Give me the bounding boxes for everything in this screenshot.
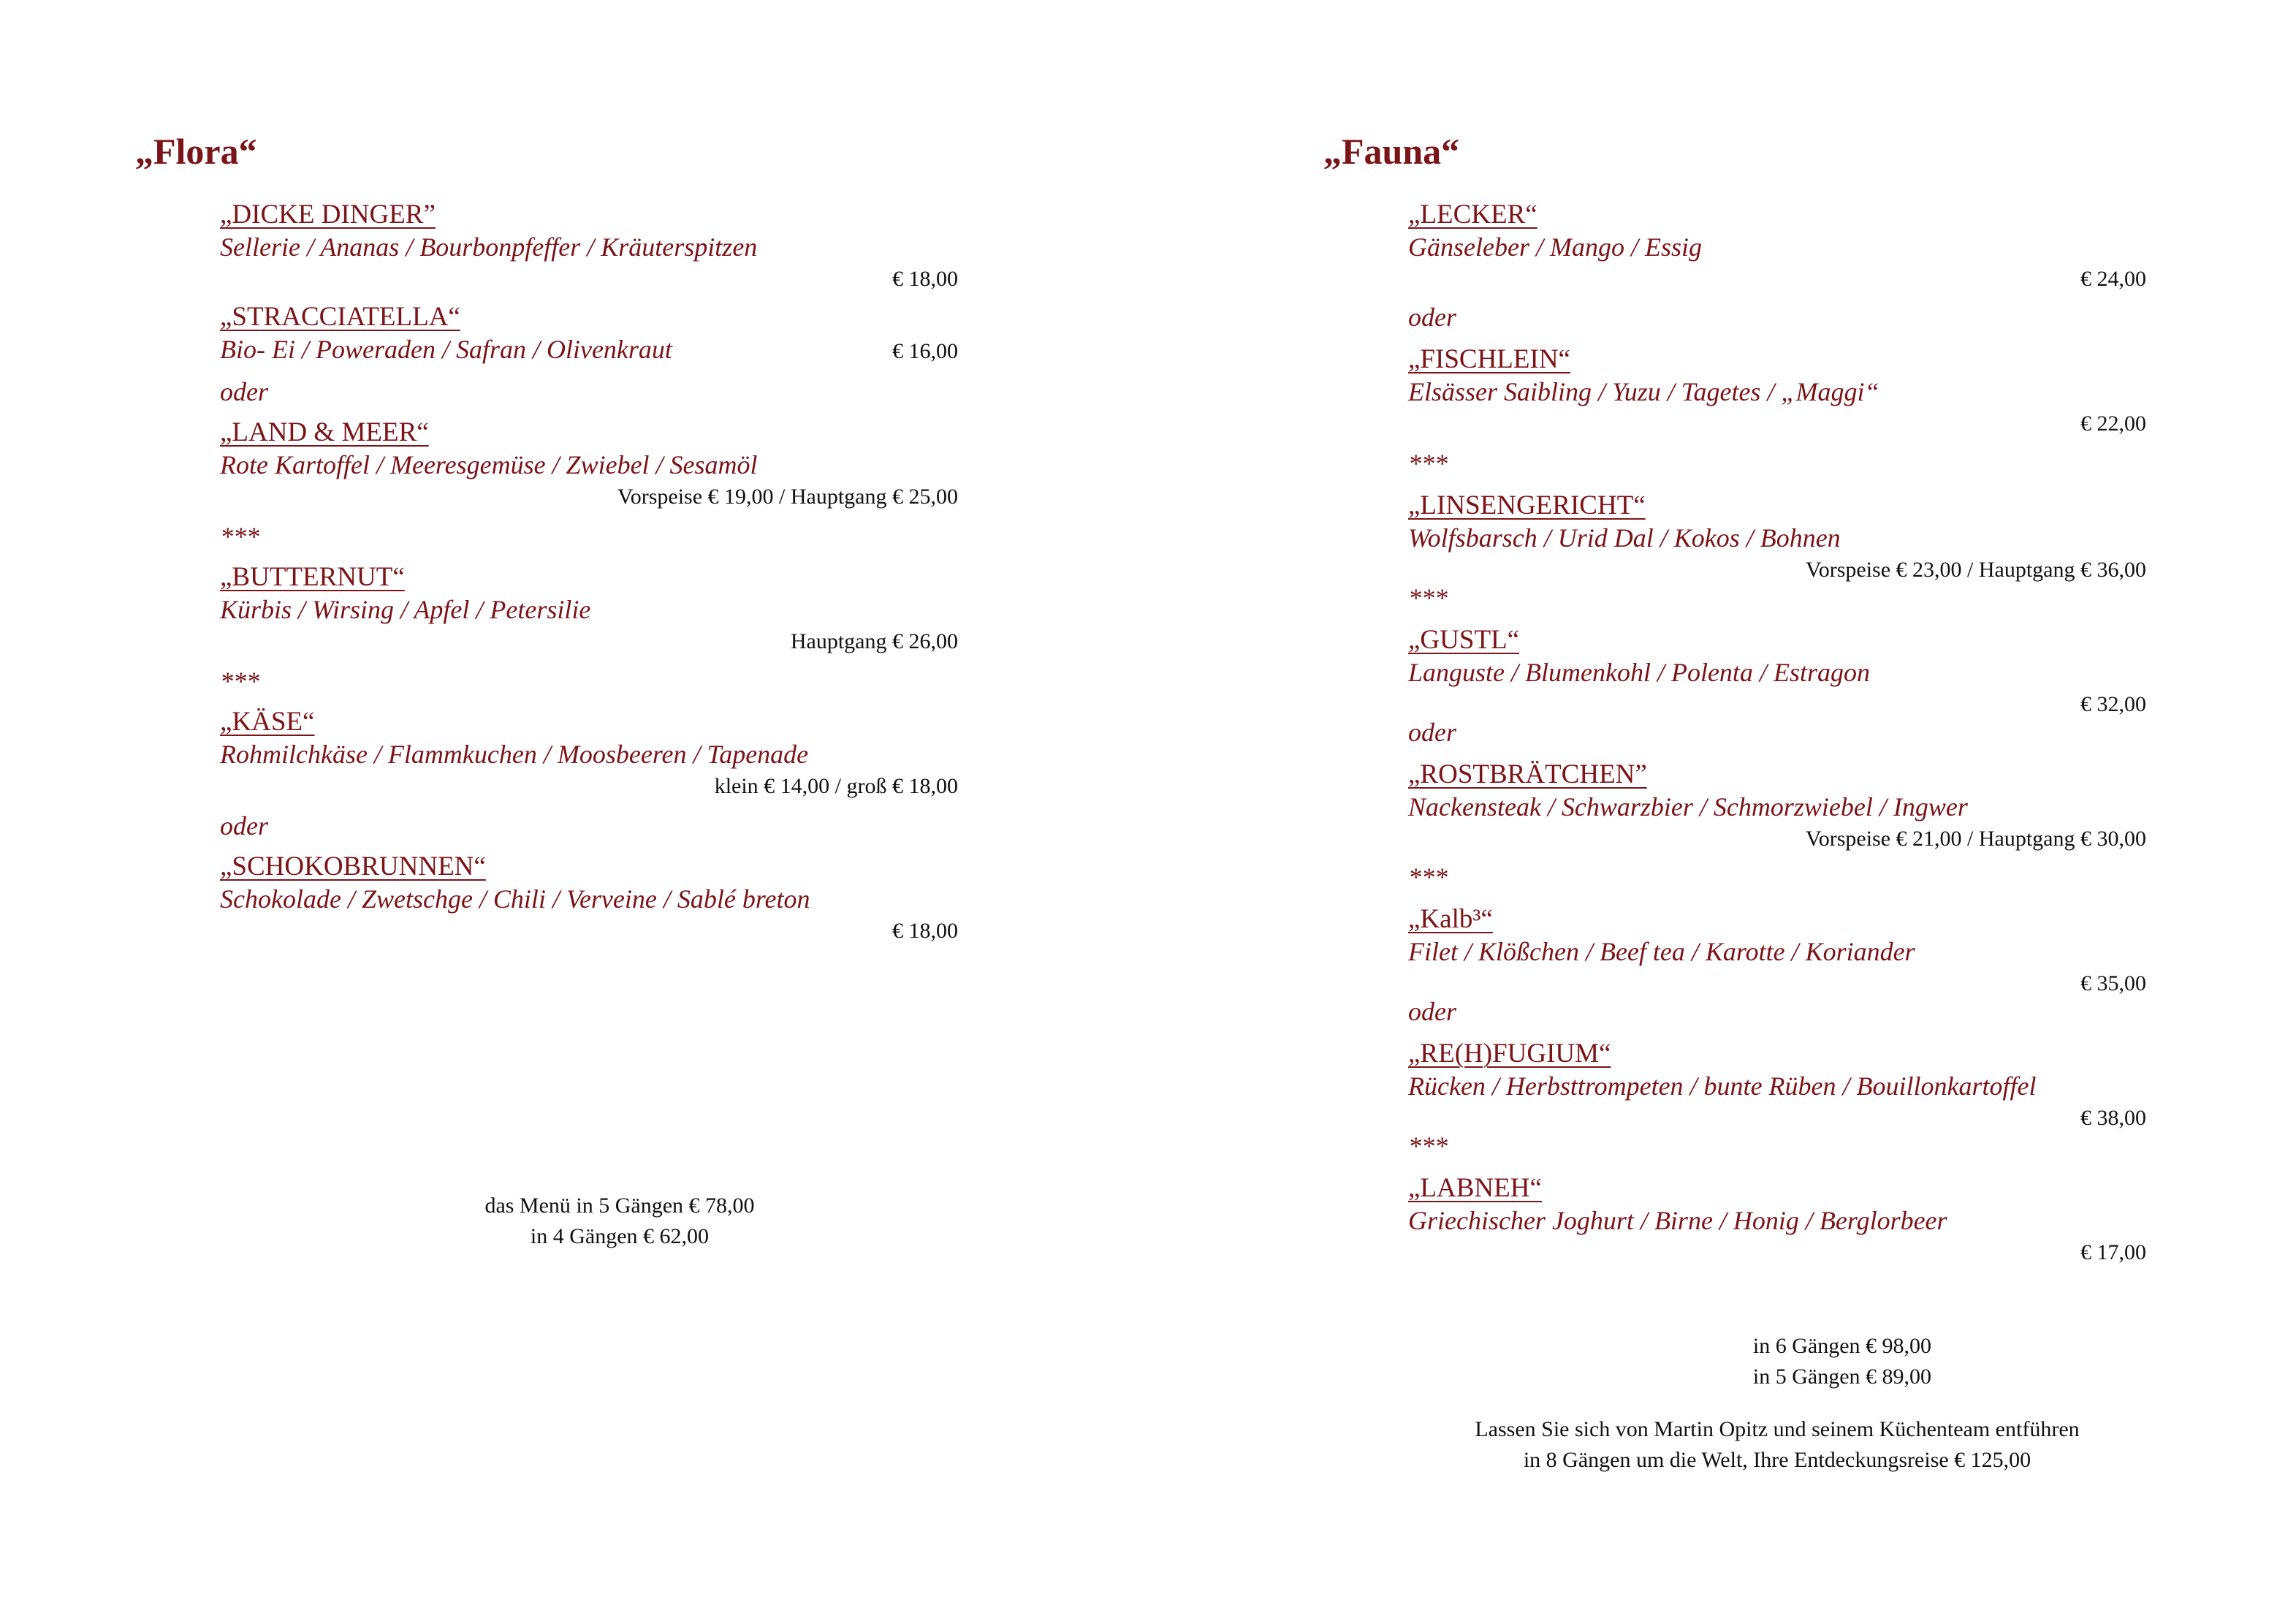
fauna-discovery-price: in 8 Gängen um die Welt, Ihre Entdeckungsreise € 125,00: [1523, 1448, 2031, 1472]
dish-title: „Kalb³“: [1408, 904, 1493, 934]
separator-stars: ***: [220, 522, 259, 551]
dish-description: Rohmilchkäse / Flammkuchen / Moosbeeren / Tapenade: [220, 740, 809, 769]
flora-heading: „Flora“: [135, 131, 257, 172]
dish-title: „ROSTBRÄTCHEN”: [1408, 759, 1647, 789]
flora-menu-price-4: in 4 Gängen € 62,00: [530, 1224, 710, 1248]
flora-menu-price-5: das Menü in 5 Gängen € 78,00: [484, 1194, 755, 1218]
dish-description: Gänseleber / Mango / Essig: [1408, 232, 1702, 262]
separator-stars: ***: [1408, 583, 1448, 612]
flora-dish-land-meer: [220, 417, 958, 513]
flora-dish-kaese: [220, 706, 958, 802]
dish-price: Vorspeise € 23,00 / Hauptgang € 36,00: [1805, 558, 2146, 582]
dish-price: Vorspeise € 21,00 / Hauptgang € 30,00: [1805, 827, 2146, 851]
dish-price: Hauptgang € 26,00: [790, 629, 958, 653]
dish-price: € 18,00: [892, 919, 958, 943]
separator-stars: ***: [220, 667, 259, 696]
dish-description: Rote Kartoffel / Meeresgemüse / Zwiebel / Sesamöl: [220, 450, 758, 479]
dish-title: „FISCHLEIN“: [1408, 344, 1570, 374]
dish-description: Filet / Klößchen / Beef tea / Karotte / Koriander: [1408, 937, 1915, 966]
dish-price: € 18,00: [892, 267, 958, 291]
fauna-discovery-note: Lassen Sie sich von Martin Opitz und seinem Küchenteam entführen: [1475, 1417, 2080, 1441]
dish-title: „KÄSE“: [220, 707, 315, 737]
dish-price: € 24,00: [2080, 267, 2146, 291]
flora-dish-schokobrunnen: [220, 851, 958, 947]
separator-oder: oder: [220, 811, 268, 841]
dish-description: Nackensteak / Schwarzbier / Schmorzwiebel / Ingwer: [1408, 792, 1968, 822]
dish-description: Wolfsbarsch / Urid Dal / Kokos / Bohnen: [1408, 523, 1841, 553]
fauna-dish-linsengericht: [1408, 490, 2146, 586]
flora-dish-stracciatella: [220, 301, 958, 368]
dish-description: Bio- Ei / Poweraden / Safran / Olivenkraut: [220, 335, 672, 364]
dish-price: € 16,00: [892, 339, 958, 363]
dish-price: € 17,00: [2080, 1240, 2146, 1264]
dish-title: „STRACCIATELLA“: [220, 302, 460, 332]
fauna-menu-price-5: in 5 Gängen € 89,00: [1752, 1365, 1932, 1389]
fauna-menu-price-6: in 6 Gängen € 98,00: [1752, 1334, 1932, 1358]
separator-stars: ***: [1408, 449, 1448, 478]
dish-price: € 32,00: [2080, 692, 2146, 716]
dish-title: „LAND & MEER“: [220, 417, 429, 447]
fauna-dish-lecker: [1408, 199, 2146, 295]
dish-price: Vorspeise € 19,00 / Hauptgang € 25,00: [617, 485, 958, 509]
separator-oder: oder: [220, 377, 268, 406]
separator-stars: ***: [1408, 862, 1448, 892]
fauna-column: [1148, 0, 2296, 1624]
separator-oder: oder: [1408, 303, 1456, 332]
dish-description: Languste / Blumenkohl / Polenta / Estragon: [1408, 658, 1870, 687]
fauna-dish-fischlein: [1408, 344, 2146, 440]
dish-description: Rücken / Herbsttrompeten / bunte Rüben / Bouillonkartoffel: [1408, 1071, 2037, 1101]
dish-price: klein € 14,00 / groß € 18,00: [714, 774, 958, 798]
fauna-dish-labneh: [1408, 1172, 2146, 1269]
dish-description: Elsässer Saibling / Yuzu / Tagetes / „Maggi“: [1408, 377, 1879, 406]
dish-title: „LECKER“: [1408, 200, 1537, 229]
fauna-dish-gustl: [1408, 624, 2146, 721]
dish-title: „DICKE DINGER”: [220, 200, 436, 229]
dish-description: Griechischer Joghurt / Birne / Honig / Berglorbeer: [1408, 1206, 1947, 1235]
dish-title: „LINSENGERICHT“: [1408, 490, 1646, 520]
separator-oder: oder: [1408, 718, 1456, 747]
dish-title: „SCHOKOBRUNNEN“: [220, 851, 486, 881]
dish-description: Schokolade / Zwetschge / Chili / Verveine / Sablé breton: [220, 884, 810, 914]
dish-description: Sellerie / Ananas / Bourbonpfeffer / Kräuterspitzen: [220, 232, 758, 262]
dish-price: € 22,00: [2080, 411, 2146, 436]
flora-dish-butternut: [220, 561, 958, 658]
dish-title: „GUSTL“: [1408, 625, 1520, 655]
dish-price: € 35,00: [2080, 971, 2146, 995]
dish-title: „BUTTERNUT“: [220, 562, 405, 592]
dish-price: € 38,00: [2080, 1106, 2146, 1130]
dish-description: Kürbis / Wirsing / Apfel / Petersilie: [220, 595, 591, 624]
fauna-heading: „Fauna“: [1323, 131, 1460, 172]
fauna-dish-kalb: [1408, 903, 2146, 1000]
dish-title: „RE(H)FUGIUM“: [1408, 1039, 1611, 1069]
fauna-dish-rostbraetchen: [1408, 759, 2146, 855]
separator-oder: oder: [1408, 997, 1456, 1026]
separator-stars: ***: [1408, 1131, 1448, 1161]
fauna-dish-rehfugium: [1408, 1038, 2146, 1134]
dish-title: „LABNEH“: [1408, 1173, 1542, 1203]
flora-dish-dicke-dinger: [220, 199, 958, 295]
